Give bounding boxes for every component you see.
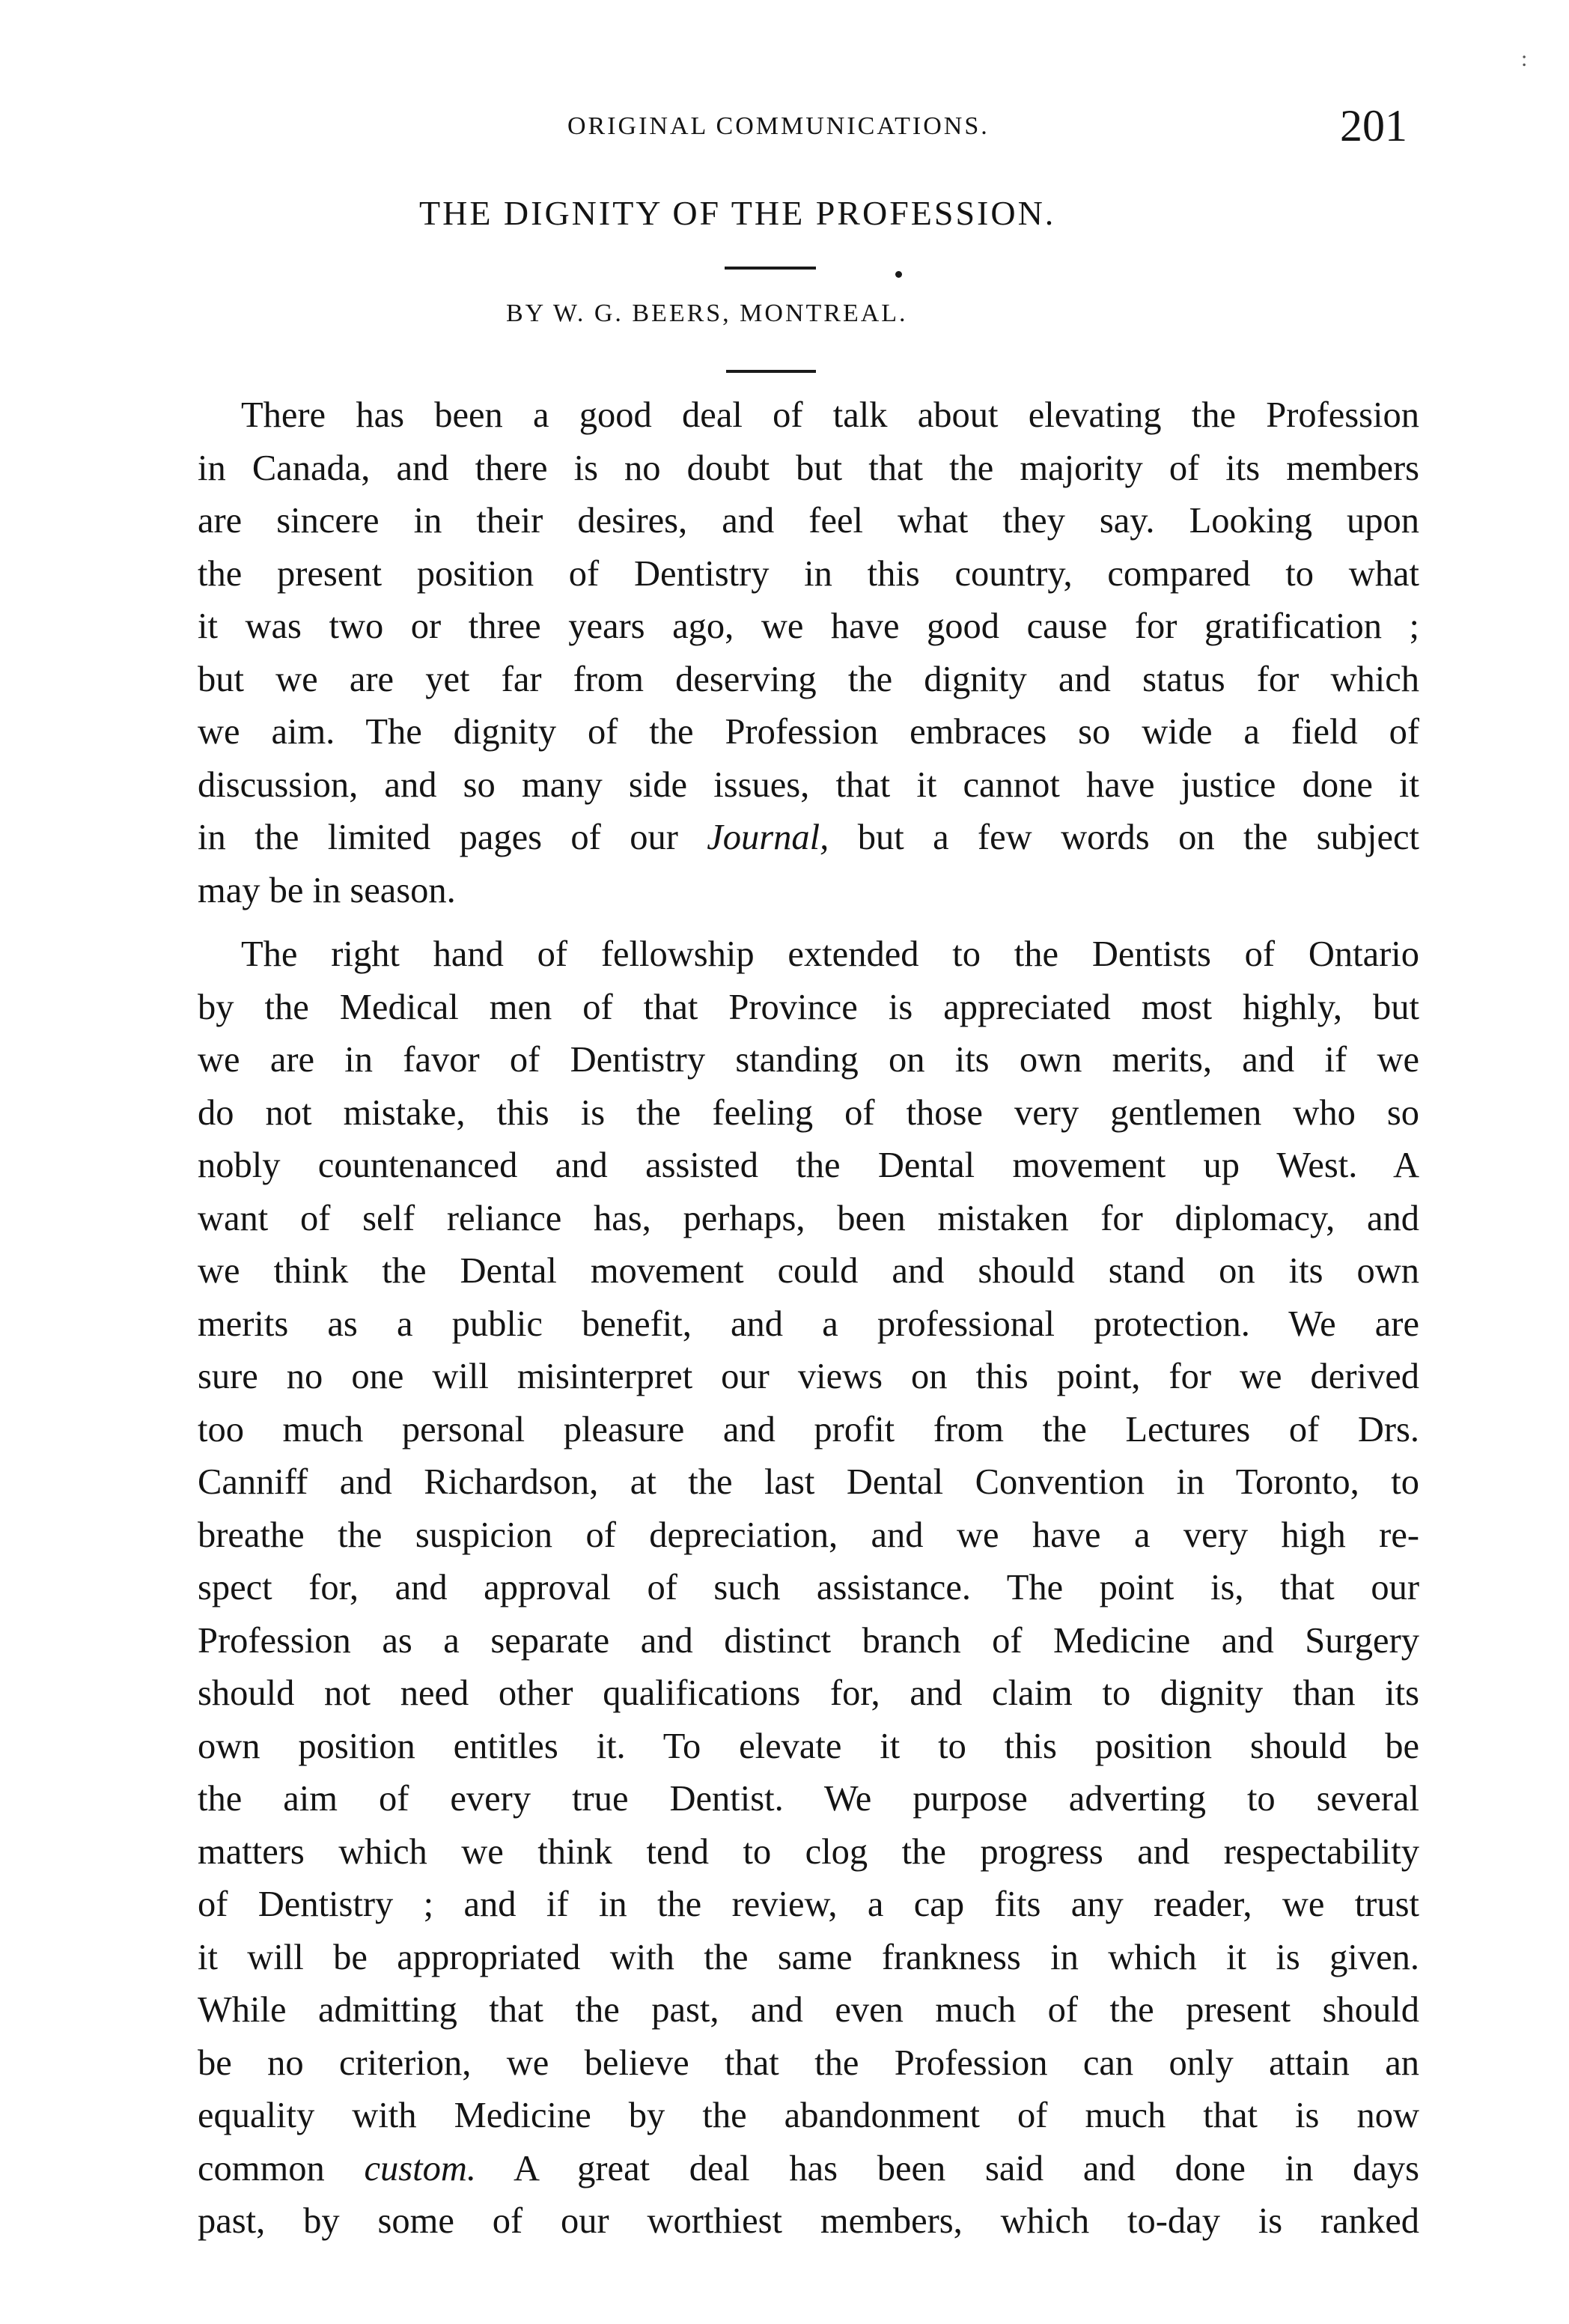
text-line (198, 495, 1419, 548)
text-segment: the present position of Dentistry in this country, compared to what (198, 553, 1419, 594)
custom-italic: custom. (364, 2148, 476, 2188)
text-segment: nobly countenanced and assisted the Dental movement up West. A (198, 1146, 1419, 1185)
text-segment: in Canada, and there is no doubt but that the majority of its members (198, 448, 1419, 488)
article-title: THE DIGNITY OF THE PROFESSION. (419, 194, 1056, 232)
text-line (198, 1562, 1419, 1615)
text-line (198, 1667, 1419, 1721)
text-line (198, 1140, 1419, 1193)
text-segment: equality with Medicine by the abandonment of much that is now (198, 2096, 1419, 2135)
margin-mark: : (1521, 46, 1528, 71)
journal-title-italic: Journal, (707, 818, 829, 857)
text-segment: we think the Dental movement could and should stand on its own (198, 1251, 1419, 1291)
text-line (198, 1193, 1419, 1246)
text-line (198, 865, 1419, 918)
text-line (198, 1984, 1419, 2037)
byline-rule (726, 370, 816, 373)
text-line (198, 654, 1419, 707)
printing-dot (895, 271, 902, 278)
text-segment: too much personal pleasure and profit from the Lectures of Drs. (198, 1409, 1419, 1450)
text-segment: spect for, and approval of such assistance. The point is, that our (198, 1568, 1419, 1607)
text-line (198, 1721, 1419, 1774)
text-line (198, 1456, 1419, 1509)
text-segment: of Dentistry ; and if in the review, a cap fits any reader, we trust (198, 1885, 1419, 1924)
text-segment: but we are yet far from deserving the dignity and status for which (198, 659, 1419, 699)
text-segment: do not mistake, this is the feeling of those very gentlemen who so (198, 1092, 1419, 1133)
text-line (198, 1932, 1419, 1985)
title-rule (725, 267, 816, 270)
text-line (198, 982, 1419, 1035)
running-head: ORIGINAL COMMUNICATIONS. (567, 112, 990, 140)
paragraph-1 (198, 389, 1419, 917)
text-line (198, 2195, 1419, 2248)
text-line (198, 706, 1419, 759)
text-segment: be no criterion, we believe that the Profession can only attain an (198, 2042, 1419, 2083)
text-line (198, 1298, 1419, 1351)
text-line (198, 442, 1419, 496)
text-segment: A great deal has been said and done in days (476, 2148, 1419, 2188)
text-line (198, 1087, 1419, 1140)
text-line (198, 548, 1419, 601)
article-byline: BY W. G. BEERS, MONTREAL. (506, 299, 908, 327)
page-number: 201 (1340, 101, 1407, 150)
text-line (198, 1245, 1419, 1298)
text-line (198, 1879, 1419, 1932)
text-line (198, 2143, 1419, 2196)
text-line (198, 2090, 1419, 2143)
text-segment: want of self reliance has, perhaps, been mistaken for diplomacy, and (198, 1198, 1419, 1238)
text-line (198, 389, 1419, 442)
text-line (198, 812, 1419, 865)
text-segment: The right hand of fellowship extended to the Dentists of Ontario (241, 934, 1419, 974)
text-segment: common (198, 2148, 365, 2188)
text-segment: Profession as a separate and distinct branch of Medicine and Surgery (198, 1620, 1419, 1661)
text-line (198, 1034, 1419, 1087)
text-segment: While admitting that the past, and even much of the present should (198, 1990, 1419, 2030)
text-segment: own position entitles it. To elevate it to this position should be (198, 1726, 1419, 1766)
text-segment: There has been a good deal of talk about elevating the Profession (241, 395, 1419, 435)
text-line (198, 1615, 1419, 1668)
text-line (198, 1404, 1419, 1457)
text-segment: discussion, and so many side issues, that it cannot have justice done it (198, 764, 1419, 805)
text-line (198, 2037, 1419, 2090)
text-segment: sure no one will misinterpret our views on this point, for we derived (198, 1357, 1419, 1396)
text-line (198, 759, 1419, 812)
text-segment: breathe the suspicion of depreciation, and we have a very high re- (198, 1515, 1419, 1555)
text-segment: by the Medical men of that Province is appreciated most highly, but (198, 987, 1419, 1027)
text-line (198, 1351, 1419, 1404)
paragraph-2 (198, 928, 1419, 2248)
text-line (198, 928, 1419, 982)
text-segment: past, by some of our worthiest members, which to-day is ranked (198, 2201, 1419, 2241)
text-segment: we aim. The dignity of the Profession embraces so wide a field of (198, 712, 1419, 752)
text-segment: it will be appropriated with the same frankness in which it is given. (198, 1937, 1419, 1977)
text-segment: may be in season. (198, 870, 456, 910)
text-segment: the aim of every true Dentist. We purpose adverting to several (198, 1779, 1419, 1819)
text-line (198, 1773, 1419, 1826)
text-segment: matters which we think tend to clog the progress and respectability (198, 1831, 1419, 1872)
text-segment: in the limited pages of our (198, 818, 707, 857)
text-segment: but a few words on the subject (829, 818, 1419, 857)
text-segment: merits as a public benefit, and a professional protection. We are (198, 1304, 1419, 1344)
text-segment: we are in favor of Dentistry standing on its own merits, and if we (198, 1040, 1419, 1080)
text-segment: it was two or three years ago, we have good cause for gratification ; (198, 606, 1419, 646)
text-line (198, 1509, 1419, 1563)
text-line (198, 1826, 1419, 1879)
text-line (198, 600, 1419, 654)
text-segment: are sincere in their desires, and feel what they say. Looking upon (198, 501, 1419, 541)
text-segment: Canniff and Richardson, at the last Dental Convention in Toronto, to (198, 1462, 1419, 1502)
text-segment: should not need other qualifications for, and claim to dignity than its (198, 1673, 1419, 1713)
